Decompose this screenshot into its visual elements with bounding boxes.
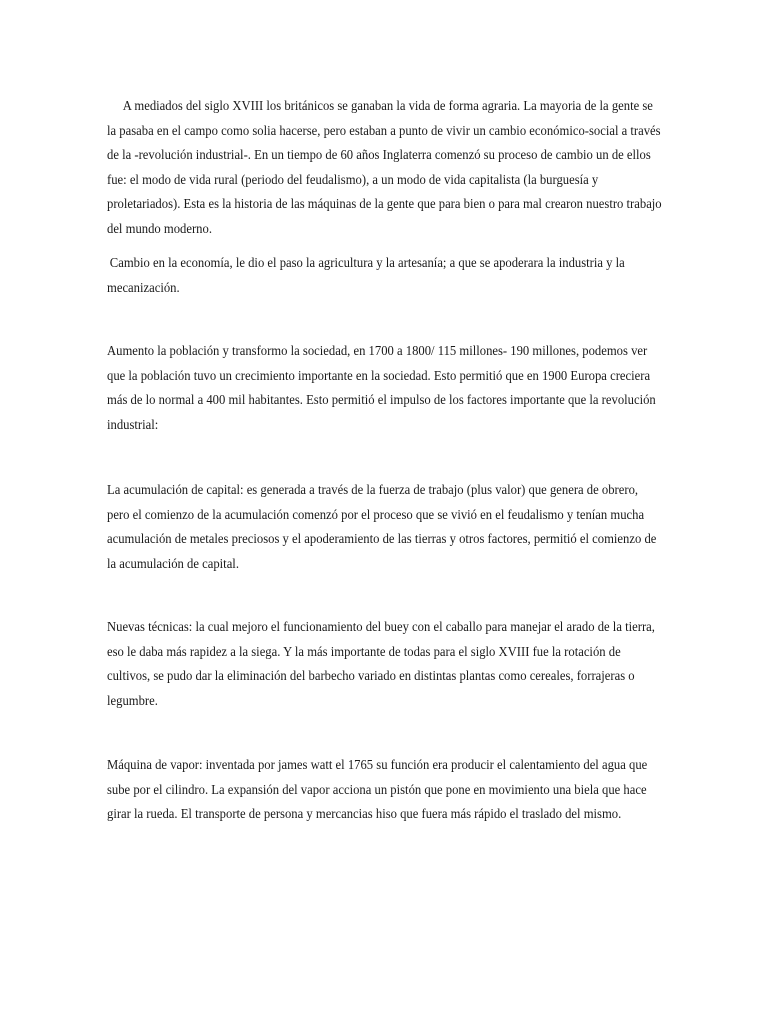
paragraph-intro: A mediados del siglo XVIII los británicos se ganaban la vida de forma agraria. La mayoria de la gente se la pasaba en el campo como solia hacerse, pero estaban a punto de vivir un cambio económico-social a través de la -revolución industrial-. En un tiempo de 60 años Inglaterra comenzó su proceso de cambio un de ellos fue: el modo de vida rural (periodo del feudalismo), a un modo de vida capitalista (la burguesía y proletariados). Esta es la historia de las máquinas de la gente que para bien o para mal crearon nuestro trabajo del mundo moderno. (107, 98, 662, 236)
paragraph-capital-accumulation: La acumulación de capital: es generada a través de la fuerza de trabajo (plus valor) que genera de obrero, pero el comienzo de la acumulación comenzó por el proceso que se vivió en el feudalismo y tenían mucha acumulación de metales preciosos y el apoderamiento de las tierras y otros factores, permitió el comienzo de la acumulación de capital. (107, 482, 657, 571)
paragraph-new-techniques: Nuevas técnicas: la cual mejoro el funcionamiento del buey con el caballo para manejar el arado de la tierra, eso le daba más rapidez a la siega. Y la más importante de todas para el siglo XVIII fue la rotación de cultivos, se pudo dar la eliminación del barbecho variado en distintas plantas como cereales, forrajeras o legumbre. (107, 619, 655, 708)
paragraph-steam-engine: Máquina de vapor: inventada por james watt el 1765 su función era producir el calentamiento del agua que sube por el cilindro. La expansión del vapor acciona un pistón que pone en movimiento una biela que hace girar la rueda. El transporte de persona y mercancias hiso que fuera más rápido el traslado del mismo. (107, 757, 648, 822)
paragraph-population: Aumento la población y transformo la sociedad, en 1700 a 1800/ 115 millones- 190 millones, podemos ver que la población tuvo un crecimiento importante en la sociedad. Esto permitió que en 1900 Europa creciera más de lo normal a 400 mil habitantes. Esto permitió el impulso de los factores importante que la revolución industrial: (107, 343, 656, 432)
paragraph-economy-change: Cambio en la economía, le dio el paso la agricultura y la artesanía; a que se apoderara la industria y la mecanización. (107, 255, 625, 295)
